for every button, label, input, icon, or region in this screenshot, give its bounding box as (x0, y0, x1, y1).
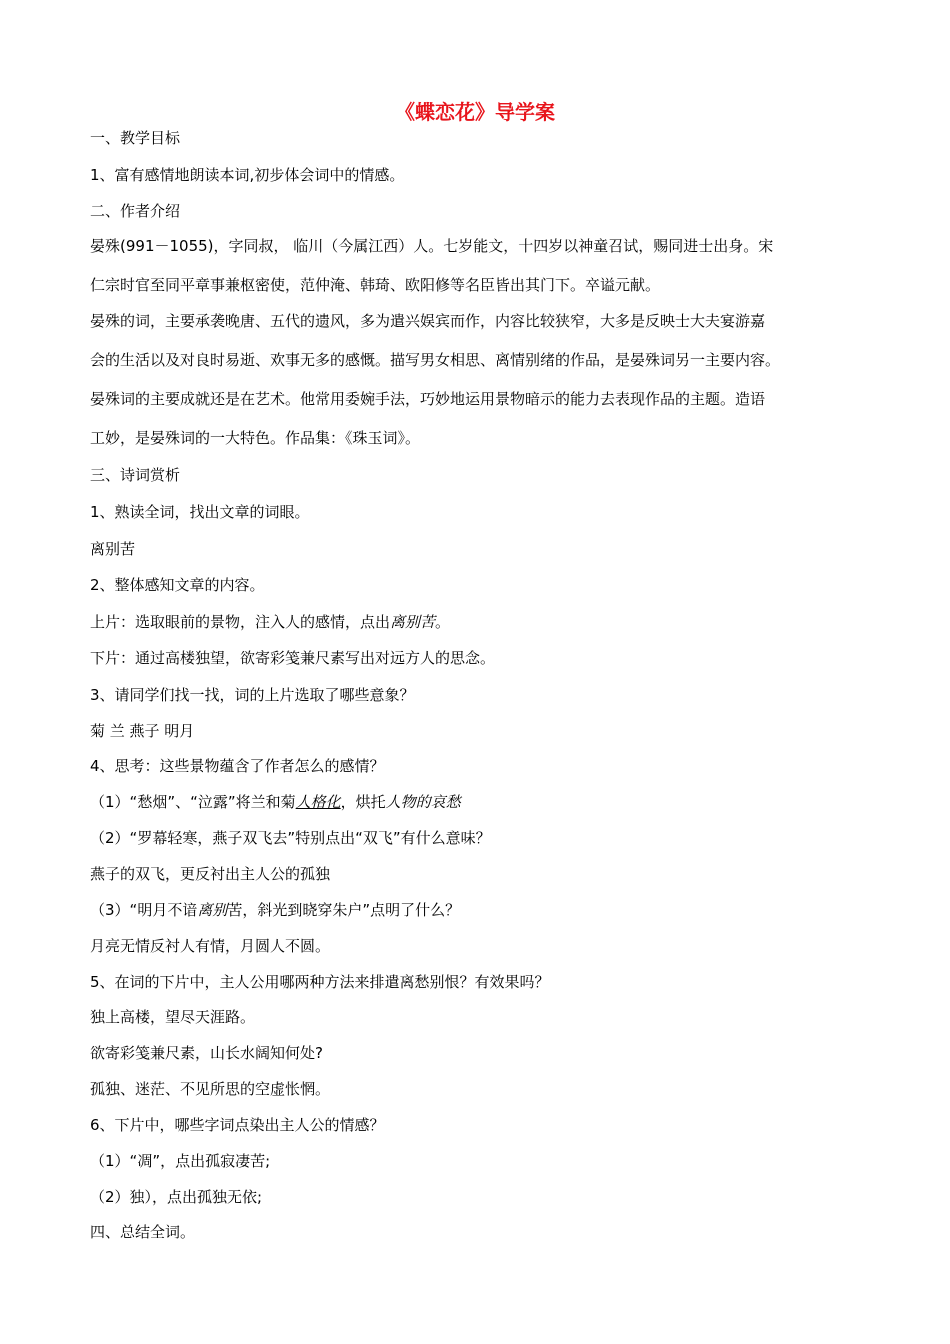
question-1: 1、熟读全词，找出文章的词眼。 (90, 503, 310, 521)
author-paragraph-line: 会的生活以及对良时易逝、欢事无多的感慨。描写男女相思、离情别绪的作品，是晏殊词另一主要内容。 (90, 351, 781, 369)
question-4-1: （1）“愁烟”、“泣露”将兰和菊人格化，烘托人物的哀愁 (90, 793, 461, 811)
author-paragraph-line: 晏殊词的主要成就还是在艺术。他常用委婉手法，巧妙地运用景物暗示的能力去表现作品的主题。造语 (90, 390, 766, 408)
section-heading-goals: 一、教学目标 (90, 129, 181, 147)
answer-3: 菊 兰 燕子 明月 (90, 722, 195, 740)
question-4-3: （3）“明月不谙离别苦，斜光到晓穿朱户”点明了什么？ (90, 901, 461, 919)
answer-4-2: 燕子的双飞，更反衬出主人公的孤独 (90, 865, 331, 883)
answer-1: 离别苦 (90, 540, 136, 558)
question-4-2: （2）“罗幕轻寒，燕子双飞去”特别点出“双飞”有什么意味？ (90, 829, 491, 847)
question-4: 4、思考：这些景物蕴含了作者怎么的感情？ (90, 757, 385, 775)
section-heading-summary: 四、总结全词。 (90, 1223, 196, 1241)
author-paragraph-line: 晏殊的词，主要承袭晚唐、五代的遗风，多为遣兴娱宾而作，内容比较狭窄，大多是反映士大夫宴游嘉 (90, 312, 766, 330)
answer-5-2: 欲寄彩笺兼尺素，山长水阔知何处? (90, 1044, 323, 1062)
answer-4-3: 月亮无情反衬人有情，月圆人不圆。 (90, 937, 331, 955)
author-paragraph-line: 晏殊(991－1055)，字同叔， 临川（今属江西）人。七岁能文，十四岁以神童召试，赐同进士出身。宋 (90, 237, 774, 255)
author-paragraph-line: 工妙，是晏殊词的一大特色。作品集：《珠玉词》。 (90, 429, 421, 447)
answer-5-1: 独上高楼，望尽天涯路。 (90, 1008, 256, 1026)
answer-2-lower: 下片：通过高楼独望，欲寄彩笺兼尺素写出对远方人的思念。 (90, 649, 496, 667)
section-heading-author: 二、作者介绍 (90, 202, 181, 220)
author-paragraph-line: 仁宗时官至同平章事兼枢密使，范仲淹、韩琦、欧阳修等名臣皆出其门下。卒谥元献。 (90, 276, 661, 294)
answer-5-3: 孤独、迷茫、不见所思的空虚怅惘。 (90, 1080, 331, 1098)
document-title: 《蝶恋花》导学案 (395, 100, 555, 124)
question-2: 2、整体感知文章的内容。 (90, 576, 265, 594)
question-6: 6、下片中，哪些字词点染出主人公的情感？ (90, 1116, 385, 1134)
section-heading-analysis: 三、诗词赏析 (90, 466, 181, 484)
question-3: 3、请同学们找一找，词的上片选取了哪些意象？ (90, 686, 415, 704)
answer-6-1: （1）“凋”，点出孤寂凄苦; (90, 1152, 271, 1170)
question-5: 5、在词的下片中，主人公用哪两种方法来排遣离愁别恨？有效果吗？ (90, 973, 550, 991)
answer-6-2: （2）独），点出孤独无依; (90, 1188, 263, 1206)
answer-2-upper: 上片：选取眼前的景物，注入人的感情，点出离别苦。 (90, 613, 451, 631)
goal-item: 1、富有感情地朗读本词,初步体会词中的情感。 (90, 166, 405, 184)
